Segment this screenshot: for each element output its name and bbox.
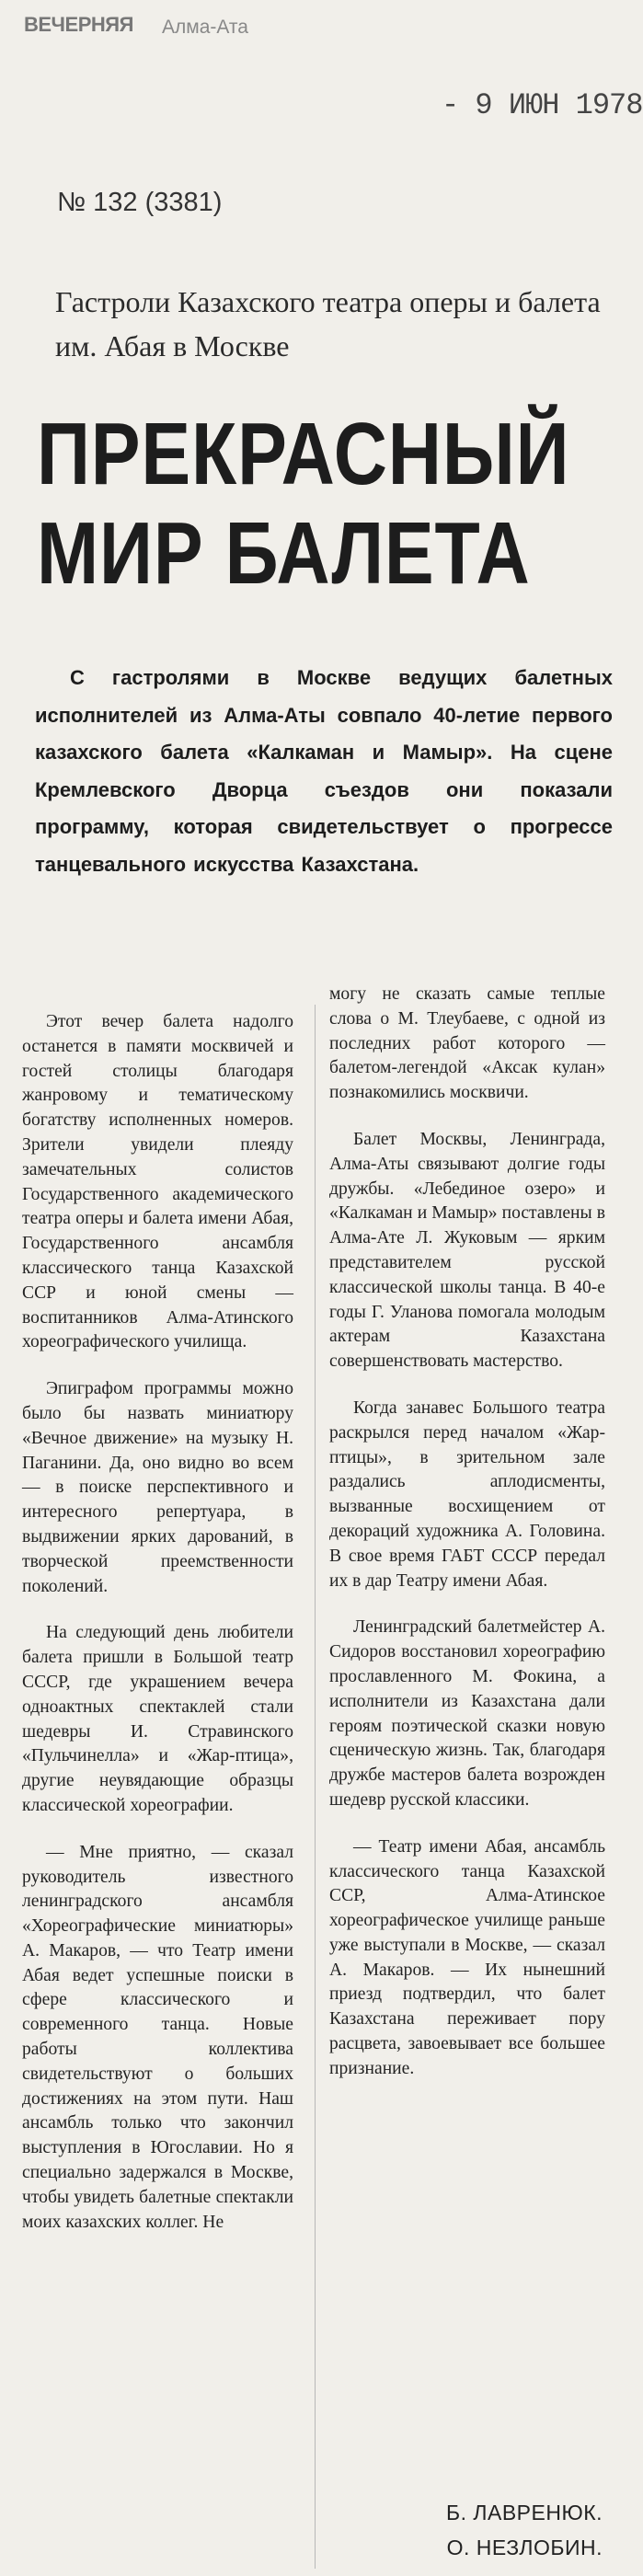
paragraph: Когда занавес Большого театра раскрылся перед началом «Жар-птицы», в зрительном зале раздались аплодисменты, вызванные восхищением от декораций художника А. Головина. В свое время ГАБТ СССР передал их в дар Театру имени Абая.	[329, 1397, 605, 1591]
headline-line-1: ПРЕКРАСНЫЙ	[37, 405, 570, 503]
date-stamp: - 9 ИЮН 1978	[442, 88, 643, 122]
article-headline	[37, 405, 570, 604]
newspaper-masthead: ВЕЧЕРНЯЯ	[24, 13, 133, 36]
paragraph: Балет Москвы, Ленинграда, Алма-Аты связывают долгие годы дружбы. «Лебединое озеро» и «Калкаман и Мамыр» поставлены в Алма-Ате Л. Жуковым — ярким представителем русской классической школы танца. В 40-е годы Г. Уланова помогала молодым актерам Казахстана совершенствовать мастерство.	[329, 1129, 605, 1372]
paragraph: Эпиграфом программы можно было бы назвать миниатюру «Вечное движение» на музыку Н. Паганини. Да, оно видно во всем — в поиске перспективного и интересного репертуара, в выдвижении ярких дарований, в творческой преемственности поколений.	[22, 1379, 293, 1596]
paragraph: — Театр имени Абая, ансамбль классического танца Казахской ССР, Алма-Атинское хореографическое училище раньше уже выступали в Москве, — сказал А. Макаров. — Их нынешний приезд подтвердил, что балет Казахстана переживает пору расцвета, завоевывает все большее признание.	[329, 1836, 605, 2078]
author-signature: Б. ЛАВРЕНЮК.	[446, 2501, 603, 2524]
author-signature: О. НЕЗЛОБИН.	[446, 2536, 603, 2559]
paragraph: Ленинградский балетмейстер А. Сидоров восстановил хореографию прославленного М. Фокина, а исполнители из Казахстана дали героям поэтической сказки новую сценическую жизнь. Так, благодаря дружбе мастеров балета возрожден шедевр русской классики.	[329, 1617, 605, 1810]
masthead-city: Алма-Ата	[162, 17, 248, 38]
headline-line-2: МИР БАЛЕТА	[37, 504, 531, 603]
paragraph: На следующий день любители балета пришли в Большой театр СССР, где украшением вечера одноактных спектаклей стали шедевры И. Стравинского «Пульчинелла» и «Жар-птица», другие неувядающие образцы классической хореографии.	[22, 1623, 293, 1815]
article-subtitle: Гастроли Казахского театра оперы и балета им. Абая в Москве	[55, 285, 601, 362]
article-lead: С гастролями в Москве ведущих балетных исполнителей из Алма-Аты совпало 40-летие первого казахского балета «Калкаман и Мамыр». На сцене Кремлевского Дворца съездов они показали программу, которая свидетельствует о прогрессе танцевального искусства Казахстана.	[35, 666, 613, 876]
article-column-2	[329, 983, 605, 2104]
article-column-1	[22, 1010, 293, 2257]
column-divider	[315, 1005, 316, 2569]
paragraph: Этот вечер балета надолго останется в памяти москвичей и гостей столицы благодаря жанровому и тематическому богатству исполненных номеров. Зрители увидели плеяду замечательных солистов Государственного академического театра оперы и балета имени Абая, Государственного ансамбля классического танца Казахской ССР и юной смены — воспитанников Алма-Атинского хореографического училища.	[22, 1012, 293, 1352]
paragraph: могу не сказать самые теплые слова о М. Тлеубаеве, с одной из последних работ которого — балетом-легендой «Аксак кулан» познакомились москвичи.	[329, 984, 605, 1103]
issue-number: № 132 (3381)	[57, 188, 223, 217]
paragraph: — Мне приятно, — сказал руководитель известного ленинградского ансамбля «Хореографические миниатюры» А. Макаров, — что Театр имени Абая ведет успешные поиски в сфере классического и современного танца. Новые работы коллектива свидетельствуют о больших достижениях на этом пути. Наш ансамбль только что закончил выступления в Югославии. Но я специально задержался в Москве, чтобы увидеть балетные спектакли моих казахских коллег. Не	[22, 1842, 293, 2232]
